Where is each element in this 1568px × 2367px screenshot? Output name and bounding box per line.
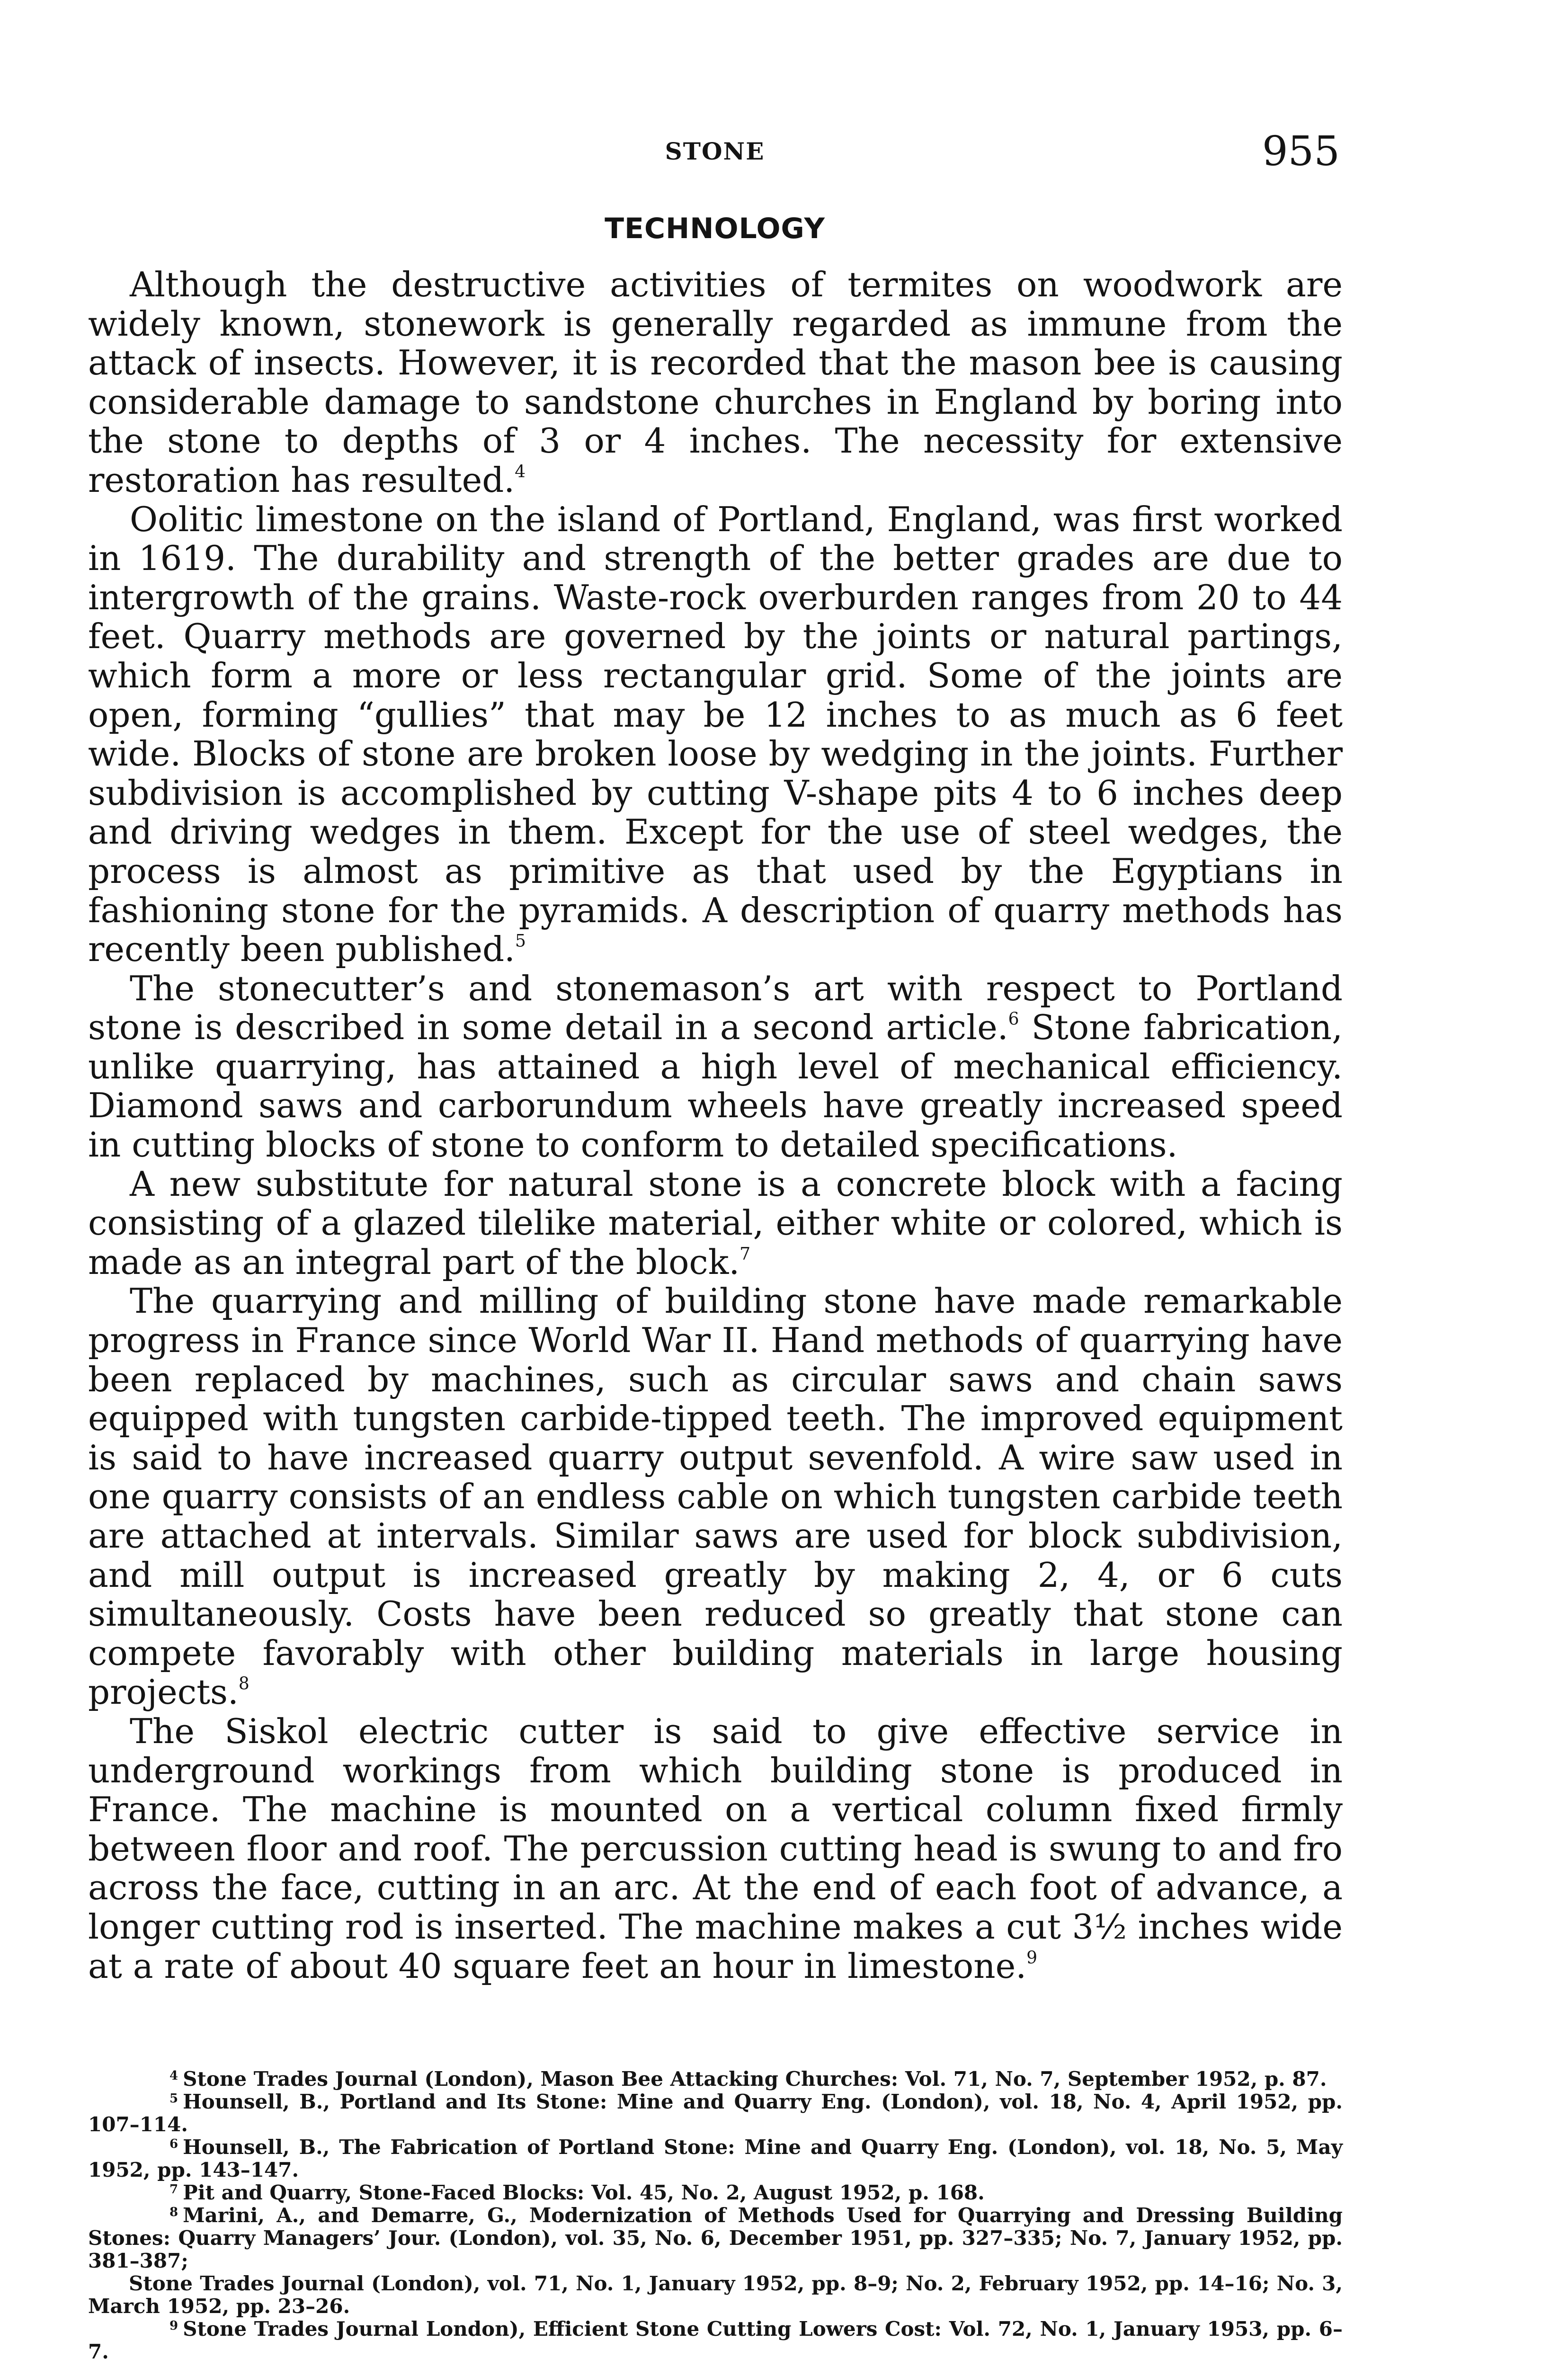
footnote-ref: 5 [515,931,526,951]
paragraph-text: The Siskol electric cutter is said to give effective service in underground workings from which building stone is produced in France. The machine is mounted on a vertical column fixed firmly between floor and roof. The percussion cutting head is swung to and fro across the face, cutting in an arc. At the end of each foot of advance, a longer cutting rod is inserted. The machine makes a cut 3½ inches wide at a rate of about 40 square feet an hour in limestone. [88,1711,1343,1986]
paragraph-siskol-cutter [88,1712,1343,1985]
section-heading: TECHNOLOGY [605,212,825,245]
footnote-text: Stone Trades Journal London), Efficient Stone Cutting Lowers Cost: Vol. 72, No. 1, January 1953, pp. 6–7. [88,2317,1343,2363]
footnote [88,2136,1343,2181]
paragraph-text: The quarrying and milling of building stone have made remarkable progress in France since World War II. Hand methods of quarrying have been replaced by machines, such as circular saws and chain saws equipped with tungsten carbide-tipped teeth. The improved equipment is said to have increased quarry output sevenfold. A wire saw used in one quarry consists of an endless cable on which tungsten carbide teeth are attached at intervals. Similar saws are used for block subdivision, and mill output is increased greatly by making 2, 4, or 6 cuts simultaneously. Costs have been reduced so greatly that stone can compete favorably with other building materials in large housing projects. [88,1281,1343,1712]
footnote-text: Pit and Quarry, Stone-Faced Blocks: Vol. 45, No. 2, August 1952, p. 168. [183,2181,985,2204]
footnote [88,2091,1343,2136]
paragraph-concrete-block [88,1165,1343,1282]
footnote [88,2204,1343,2272]
footnote-number: 6 [169,2136,178,2151]
footnote-text: Stone Trades Journal (London), Mason Bee Attacking Churches: Vol. 71, No. 7, September 1952, p. 87. [183,2067,1327,2091]
paragraph-text: A new substitute for natural stone is a concrete block with a facing consisting of a glazed tilelike material, either white or colored, which is made as an integral part of the block. [88,1164,1343,1282]
running-title: STONE [665,137,765,165]
body-text [88,265,1343,1985]
footnote-ref: 8 [238,1674,249,1694]
footnote-number: 9 [169,2318,178,2333]
paragraph-stonecutter-art [88,969,1343,1165]
footnote-text: Stone Trades Journal (London), vol. 71, No. 1, January 1952, pp. 8–9; No. 2, February 1952, pp. 14–16; No. 3, March 1952, pp. 23–26. [88,2272,1343,2318]
paragraph-portland-limestone [88,500,1343,969]
footnote-number: 8 [169,2205,178,2219]
running-head [90,128,1340,180]
paragraph-text: Although the destructive activities of termites on woodwork are widely known, stonework is generally regarded as immune from the attack of insects. However, it is recorded that the mason bee is causing considerable damage to sandstone churches in England by boring into the stone to depths of 3 or 4 inches. The necessity for extensive restoration has resulted. [88,265,1343,500]
footnotes [88,2068,1343,2363]
footnote [88,2318,1343,2363]
page-number: 955 [1262,128,1340,175]
footnote [88,2068,1343,2091]
paragraph-text: The stonecutter’s and stonemason’s art with respect to Portland stone is described in some detail in a second article. [88,968,1343,1048]
paragraph-text: Stone fabrication, unlike quarrying, has attained a high level of mechanical efficiency. Diamond saws and carborundum wheels have greatly increased speed in cutting blocks of stone to conform to detailed specifications. [88,1007,1343,1165]
footnote-text: Hounsell, B., Portland and Its Stone: Mine and Quarry Eng. (London), vol. 18, No. 4, April 1952, pp. 107–114. [88,2090,1343,2136]
footnote-text: Hounsell, B., The Fabrication of Portland Stone: Mine and Quarry Eng. (London), vol. 18, No. 5, May 1952, pp. 143–147. [88,2136,1343,2181]
footnote-number: 7 [169,2182,178,2197]
footnote [88,2181,1343,2204]
footnote-ref: 4 [515,462,526,482]
footnote-ref: 7 [739,1244,751,1264]
paragraph-termites [88,265,1343,500]
footnote-number: 4 [169,2068,178,2083]
footnote-continuation [88,2272,1343,2318]
paragraph-text: Oolitic limestone on the island of Portland, England, was first worked in 1619. The durability and strength of the better grades are due to intergrowth of the grains. Waste-rock overburden ranges from 20 to 44 feet. Quarry methods are governed by the joints or natural partings, which form a more or less rectangular grid. Some of the joints are open, forming “gullies” that may be 12 inches to as much as 6 feet wide. Blocks of stone are broken loose by wedging in the joints. Further subdivision is accomplished by cutting V-shape pits 4 to 6 inches deep and driving wedges in them. Except for the use of steel wedges, the process is almost as primitive as that used by the Egyptians in fashioning stone for the pyramids. A description of quarry methods has recently been published. [88,499,1343,970]
paragraph-france-quarrying [88,1281,1343,1712]
footnote-text: Marini, A., and Demarre, G., Modernization of Methods Used for Quarrying and Dressing Building Stones: Quarry Managers’ Jour. (London), vol. 35, No. 6, December 1951, pp. 327–335; No. 7, January 1952, pp. 381–387; [88,2204,1343,2272]
footnote-ref: 6 [1008,1009,1019,1029]
footnote-ref: 9 [1026,1948,1038,1967]
footnote-number: 5 [169,2091,178,2106]
